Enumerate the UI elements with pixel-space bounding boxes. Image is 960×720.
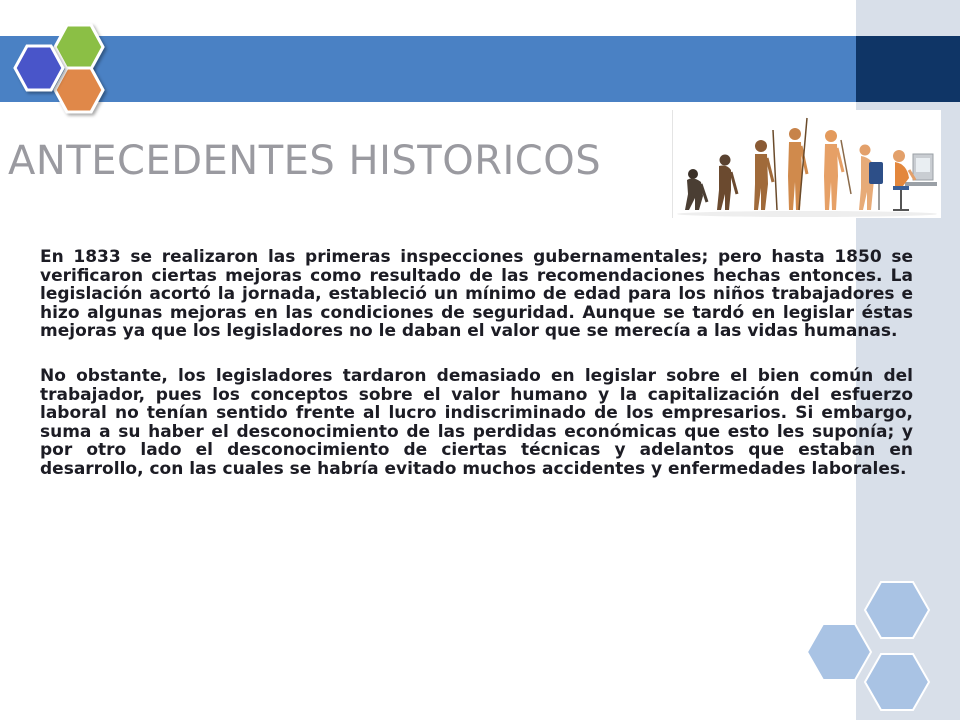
hex-green	[55, 25, 103, 69]
paragraph-1: En 1833 se realizaron las primeras inspecciones gubernamentales; pero hasta 1850 se verificaron ciertas mejoras como resultado de las recomendaciones hechas entonces. La legislación acortó la jornada, estableció un mínimo de edad para los niños trabajadores e hizo algunas mejoras en las condiciones de seguridad. Aunque se tardó en legislar éstas mejoras ya que los legisladores no le daban el valor que se merecía a las vidas humanas.	[40, 247, 913, 342]
deco-hex-bottom	[865, 654, 929, 710]
header-bar-accent	[856, 36, 960, 102]
slide-body	[40, 248, 913, 505]
hexagon-logo-icon	[0, 0, 120, 120]
human-evolution-to-computer-icon	[672, 110, 941, 218]
hexagon-decoration-icon	[795, 580, 960, 720]
deco-hex-left	[807, 624, 871, 680]
header-bar	[0, 36, 856, 102]
hex-orange	[55, 68, 103, 112]
slide-title: ANTECEDENTES HISTORICOS	[8, 138, 602, 184]
hex-blue	[15, 46, 63, 90]
deco-hex-top	[865, 582, 929, 638]
paragraph-2: No obstante, los legisladores tardaron demasiado en legislar sobre el bien común del trabajador, pues los conceptos sobre el valor humano y la capitalización del esfuerzo laboral no tenían sentido frente al lucro indiscriminado de los empresarios. Si embargo, suma a su haber el desconocimiento de las perdidas económicas que esto les suponía; y por otro lado el desconocimiento de ciertas técnicas y adelantos que estaban en desarrollo, con las cuales se habría evitado muchos accidentes y enfermedades laborales.	[40, 365, 913, 479]
